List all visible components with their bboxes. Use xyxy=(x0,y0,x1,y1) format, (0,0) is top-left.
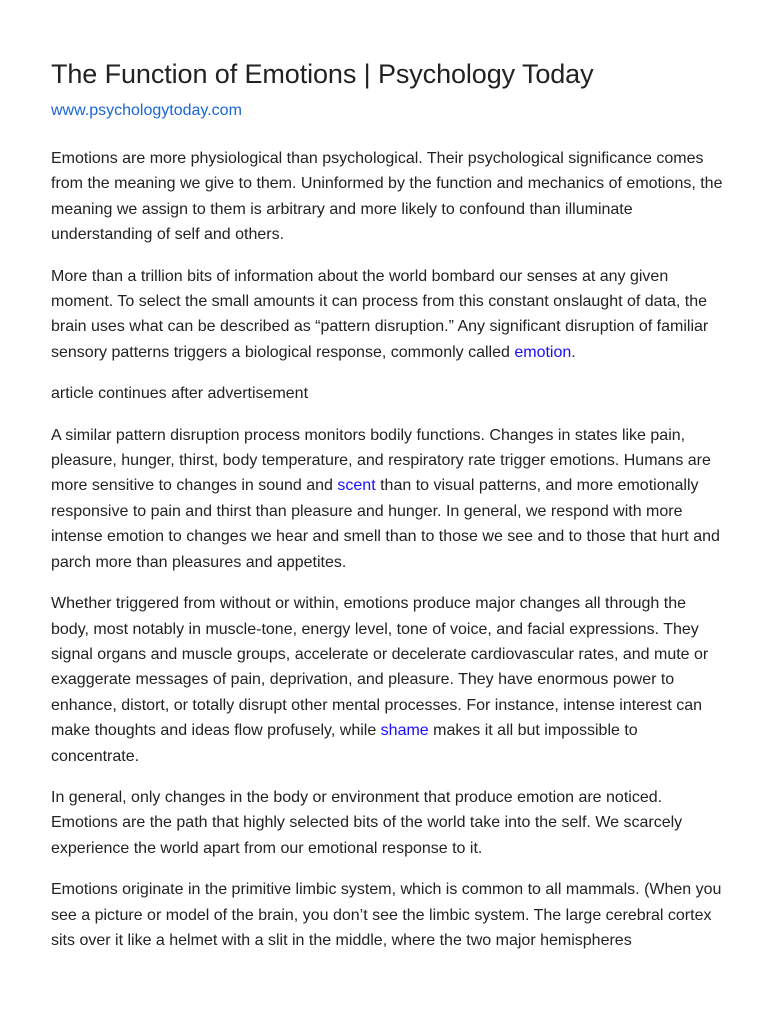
emotion-link[interactable]: emotion xyxy=(514,343,572,361)
paragraph-5: In general, only changes in the body or environment that produce emotion are noticed. Emotions are the path that highly selected bits of the world take into the self. We scarcely experience the world apart from our emotional response to it. xyxy=(51,788,683,857)
paragraph-4-end: makes it all but impossible to concentrate. xyxy=(51,722,638,765)
advertisement-notice: article continues after advertisement xyxy=(51,385,309,403)
page-title: The Function of Emotions | Psychology Today xyxy=(51,59,594,89)
paragraph-1: Emotions are more physiological than psychological. Their psychological significance comes from the meaning we give to them. Uninformed by the function and mechanics of emotions, the meaning we assign to them is arbitrary and more likely to confound than illuminate understanding of self and others. xyxy=(51,150,723,244)
paragraph-2 xyxy=(51,264,723,366)
shame-link[interactable]: shame xyxy=(380,722,429,740)
paragraph-4-text: Whether triggered from without or within, emotions produce major changes all through the body, most notably in muscle-tone, energy level, tone of voice, and facial expressions. They signal organs and muscle groups, accelerate or decelerate cardiovascular rates, and mute or exaggerate messages of pain, deprivation, and pleasure. They have enormous power to enhance, distort, or totally disrupt other mental processes. For instance, intense interest can make thoughts and ideas flow profusely, while xyxy=(51,595,709,740)
paragraph-3-end: than to visual patterns, and more emotionally responsive to pain and thirst than pleasure and hunger. In general, we respond with more intense emotion to changes we hear and smell than to those we see and to those that hurt and parch more than pleasures and appetites. xyxy=(51,477,720,571)
paragraph-3-text: A similar pattern disruption process monitors bodily functions. Changes in states like pain, pleasure, hunger, thirst, body temperature, and respiratory rate trigger emotions. Humans are more sensitive to changes in sound and xyxy=(51,426,711,495)
article-page xyxy=(51,58,723,953)
paragraph-4 xyxy=(51,591,723,769)
paragraph-6: Emotions originate in the primitive limbic system, which is common to all mammals. (When you see a picture or model of the brain, you don’t see the limbic system. The large cerebral cortex sits over it like a helmet with a slit in the middle, where the two major hemispheres xyxy=(51,881,722,949)
paragraph-2-end: . xyxy=(571,343,576,361)
paragraph-2-text: More than a trillion bits of information about the world bombard our senses at any given moment. To select the small amounts it can process from this constant onslaught of data, the brain uses what can be described as “pattern disruption.” Any significant disruption of familiar sensory patterns triggers a biological response, commonly called xyxy=(51,267,709,361)
paragraph-3 xyxy=(51,423,723,575)
scent-link[interactable]: scent xyxy=(337,477,376,495)
source-url-link[interactable]: www.psychologytoday.com xyxy=(51,102,242,119)
